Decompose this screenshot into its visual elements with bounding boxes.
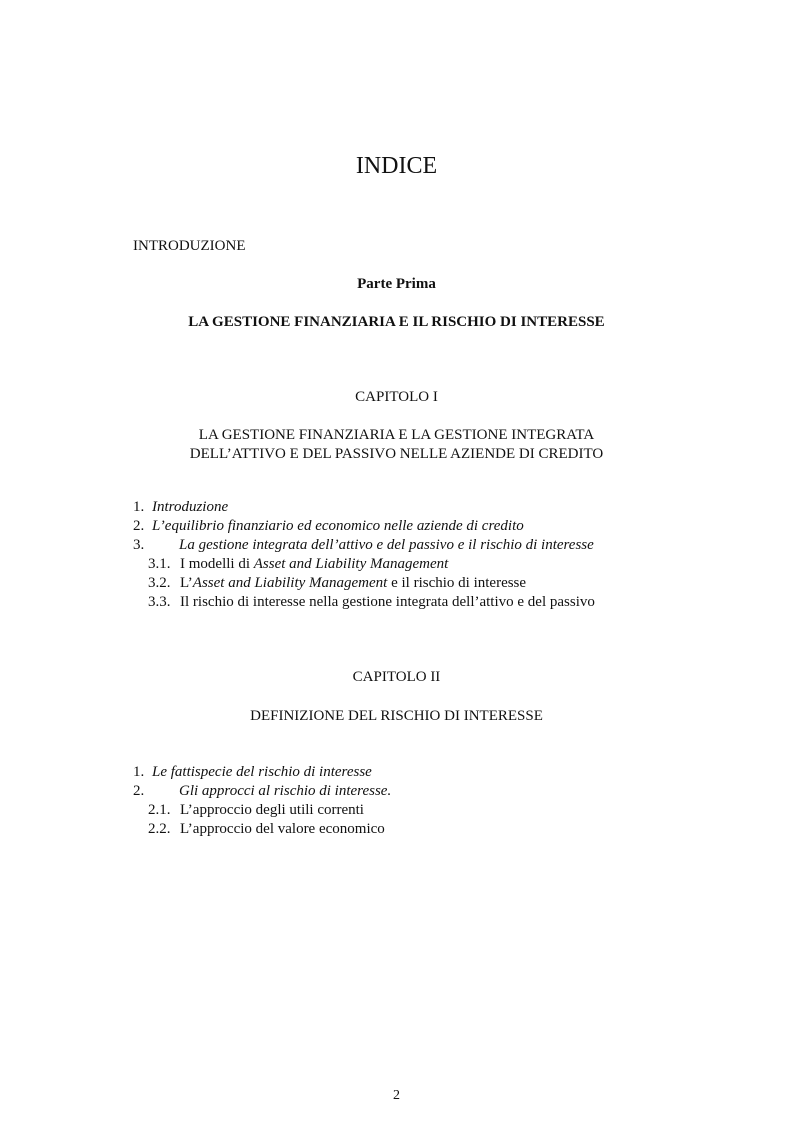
parte-label: Parte Prima <box>357 276 436 292</box>
chapter-1-title-line-2: DELL’ATTIVO E DEL PASSIVO NELLE AZIENDE DI CREDITO <box>189 446 604 462</box>
toc-item-text-pre: L’ <box>180 575 193 591</box>
toc-item-number: 1. <box>133 764 145 780</box>
toc-subitem <box>148 555 448 573</box>
toc-item-text: Le fattispecie del rischio di interesse <box>152 764 372 780</box>
toc-item-text-em: Asset and Liability Management <box>192 575 388 591</box>
toc-item-text: Gli approcci al rischio di interesse. <box>179 783 392 799</box>
toc-subitem <box>148 820 385 838</box>
toc-item-text: La gestione integrata dell’attivo e del passivo e il rischio di interesse <box>179 537 594 553</box>
chapter-2-label: CAPITOLO II <box>352 669 441 685</box>
toc-item-text: L’approccio del valore economico <box>180 821 385 837</box>
toc-item-number: 3.2. <box>148 575 171 591</box>
toc-item <box>133 517 524 535</box>
toc-item-number: 2. <box>133 783 145 799</box>
toc-item-text: L’approccio degli utili correnti <box>180 802 364 818</box>
toc-item <box>133 498 228 516</box>
toc-item-text-pre: Il rischio di interesse nella gestione integrata dell’attivo e del passivo <box>180 594 595 610</box>
toc-item-text: L’equilibrio finanziario ed economico nelle aziende di credito <box>152 518 524 534</box>
toc-item-number: 2. <box>133 518 145 534</box>
toc-item-number: 3.3. <box>148 594 171 610</box>
page-number: 2 <box>393 1088 400 1103</box>
toc-item-number: 2.1. <box>148 802 171 818</box>
toc-item-text-em: Asset and Liability Management <box>253 556 449 572</box>
chapter-1-title-line-1: LA GESTIONE FINANZIARIA E LA GESTIONE INTEGRATA <box>198 427 595 443</box>
toc-item-number: 1. <box>133 499 145 515</box>
toc-subitem <box>148 593 595 611</box>
toc-item-text-pre: I modelli di <box>180 556 254 572</box>
toc-item <box>133 782 391 800</box>
toc-subitem <box>148 801 364 819</box>
toc-item-text-post: e il rischio di interesse <box>387 575 527 591</box>
page-title: INDICE <box>355 153 438 179</box>
chapter-2-title: DEFINIZIONE DEL RISCHIO DI INTERESSE <box>250 708 543 724</box>
toc-item-text: Introduzione <box>152 499 229 515</box>
toc-item-number: 3.1. <box>148 556 171 572</box>
toc-item <box>133 763 372 781</box>
toc-item <box>133 536 594 554</box>
parte-title: LA GESTIONE FINANZIARIA E IL RISCHIO DI INTERESSE <box>188 314 605 330</box>
introduzione-heading: INTRODUZIONE <box>133 238 246 254</box>
chapter-1-label: CAPITOLO I <box>355 389 438 405</box>
toc-item-number: 2.2. <box>148 821 171 837</box>
toc-item-number: 3. <box>133 537 145 553</box>
toc-subitem <box>148 574 526 592</box>
